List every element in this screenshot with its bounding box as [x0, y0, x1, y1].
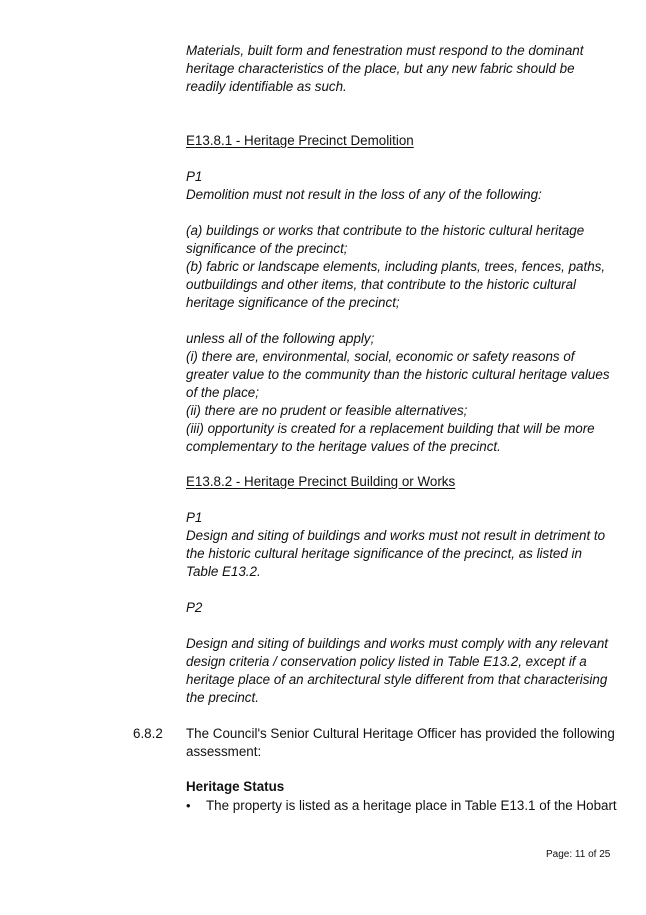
intro-line-3: readily identifiable as such. [186, 79, 347, 94]
unless-i-line-3: of the place; [186, 385, 259, 400]
unless-lead: unless all of the following apply; [186, 331, 375, 346]
intro-line-1: Materials, built form and fenestration must respond to the dominant [186, 43, 584, 58]
heading-heritage-precinct-demolition: E13.8.1 - Heritage Precinct Demolition [186, 133, 414, 148]
heritage-status-bullet: The property is listed as a heritage place in Table E13.1 of the Hobart [206, 798, 617, 813]
unless-iii-line-1: (iii) opportunity is created for a replacement building that will be more [186, 421, 595, 436]
building-p1-line-2: the historic cultural heritage significance of the precinct, as listed in [186, 546, 582, 561]
demolition-item-a-line-2: significance of the precinct; [186, 241, 348, 256]
bullet-icon: • [186, 798, 191, 813]
demolition-item-b-line-1: (b) fabric or landscape elements, including plants, trees, fences, paths, [186, 259, 606, 274]
unless-i-line-1: (i) there are, environmental, social, economic or safety reasons of [186, 349, 575, 364]
assessment-line-1: The Council's Senior Cultural Heritage Officer has provided the following [186, 726, 615, 741]
heading-heritage-precinct-building-works: E13.8.2 - Heritage Precinct Building or Works [186, 474, 456, 489]
demolition-item-a-line-1: (a) buildings or works that contribute to the historic cultural heritage [186, 223, 585, 238]
section-number: 6.8.2 [133, 726, 163, 741]
building-p1-line-3: Table E13.2. [186, 564, 261, 579]
building-p2-line-4: the precinct. [186, 690, 259, 705]
unless-i-line-2: greater value to the community than the historic cultural heritage values [186, 367, 610, 382]
building-p2-line-2: design criteria / conservation policy listed in Table E13.2, except if a [186, 654, 587, 669]
building-p1-line-1: Design and siting of buildings and works must not result in detriment to [186, 528, 606, 543]
building-p1-label: P1 [186, 510, 203, 525]
demolition-item-b-line-3: heritage significance of the precinct; [186, 295, 400, 310]
building-p2-line-3: heritage place of an architectural style different from that characterising [186, 672, 608, 687]
unless-ii: (ii) there are no prudent or feasible alternatives; [186, 403, 468, 418]
demolition-p1-label: P1 [186, 169, 203, 184]
demolition-item-b-line-2: outbuildings and other items, that contribute to the historic cultural [186, 277, 577, 292]
assessment-line-2: assessment: [186, 744, 262, 759]
building-p2-label: P2 [186, 600, 203, 615]
building-p2-line-1: Design and siting of buildings and works must comply with any relevant [186, 636, 609, 651]
heritage-status-heading: Heritage Status [186, 779, 285, 794]
unless-iii-line-2: complementary to the heritage values of the precinct. [186, 439, 501, 454]
page-number: Page: 11 of 25 [546, 849, 611, 860]
intro-line-2: heritage characteristics of the place, but any new fabric should be [186, 61, 575, 76]
demolition-lead: Demolition must not result in the loss of any of the following: [186, 187, 542, 202]
